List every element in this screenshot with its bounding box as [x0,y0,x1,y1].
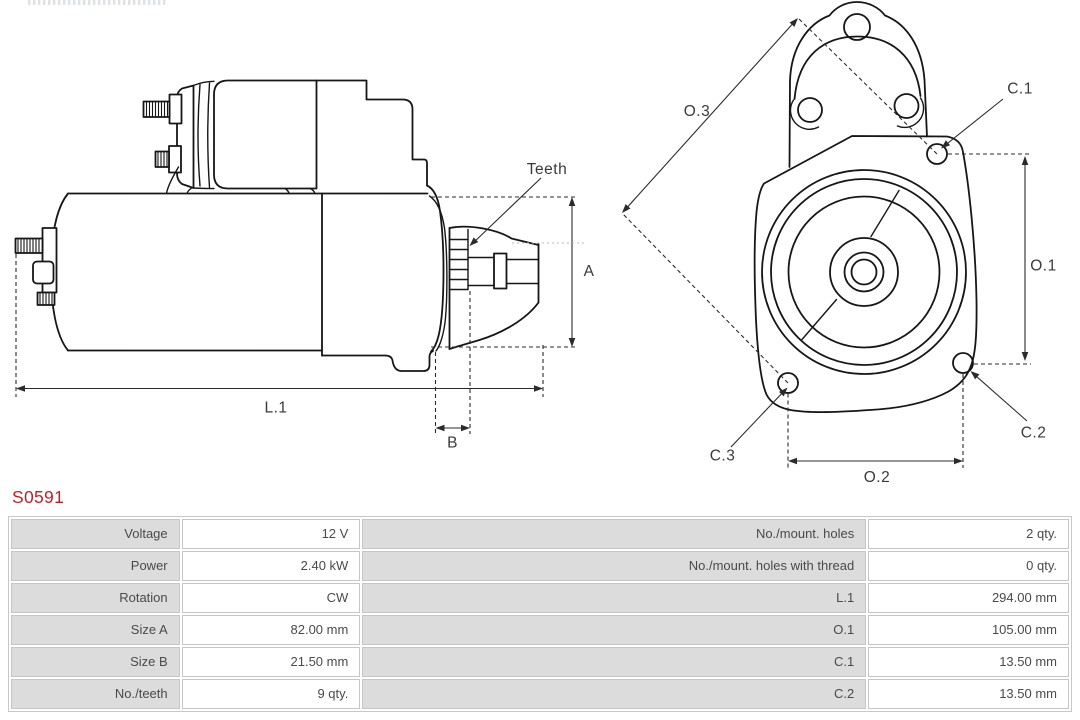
bearing-circle [845,253,884,292]
dim-label-o1: O.1 [1030,257,1057,275]
cone-top [450,227,539,245]
cone-bottom [450,303,539,350]
c1-arrowhead [939,140,950,151]
a-arrowhead-bottom [569,338,576,347]
spec-value-cell: 82.00 mm [182,615,361,645]
shaft-hole-circle [852,260,877,285]
spec-label-cell: Size B [11,647,180,677]
spec-row [11,551,1069,581]
spec-value-cell: 294.00 mm [868,583,1069,613]
part-number: S0591 [12,487,65,507]
l1-arrowhead-right [534,385,543,392]
bearing-boss-circle [830,238,898,306]
solenoid-lower-nut [169,146,181,173]
solenoid-collar-1 [198,85,200,187]
shaft-collar [494,254,507,289]
dim-label-o2: O.2 [863,469,891,486]
drive-housing-outline [317,81,428,186]
side-view-drawing [16,81,595,452]
crown-left-hole [798,98,822,122]
terminal-insulator [33,262,54,284]
spec-label-cell: Voltage [11,519,180,549]
l1-arrowhead-left [16,385,25,392]
spec-label-cell: O.1 [362,615,866,645]
pinion-teeth-lines [450,240,469,290]
spec-value-cell: 12 V [182,519,361,549]
spec-value-cell: 0 qty. [868,551,1069,581]
spec-row [11,519,1069,549]
dim-label-c1: C.1 [1007,80,1033,98]
a-arrowhead-top [569,197,576,206]
dim-label-a: A [583,263,595,280]
o2-arrowhead-right [954,458,963,465]
b-arrowhead-left [436,425,445,432]
c2-leader-line [972,373,1027,422]
crown-inner-arc [795,37,921,100]
housing-bottom-step [322,351,433,371]
spec-value-cell: 13.50 mm [868,679,1069,709]
solenoid-upper-stud [144,102,170,118]
spec-table [8,516,1072,712]
spec-value-cell: 2 qty. [868,519,1069,549]
solenoid-body [214,81,317,189]
spec-value-cell: 21.50 mm [182,647,361,677]
spec-row [11,679,1069,709]
crown-scallop-right [898,98,924,127]
dim-label-b: B [447,434,458,452]
c3-leader-line [731,389,786,447]
spec-label-cell: C.2 [362,679,866,709]
b-arrowhead-right [461,425,470,432]
spec-label-cell: No./mount. holes [362,519,866,549]
dim-label-teeth: Teeth [526,161,568,178]
spec-row [11,615,1069,645]
o2-arrowhead-left [788,458,797,465]
spec-row [11,583,1069,613]
spec-label-cell: Rotation [11,583,180,613]
dim-label-o3: O.3 [683,103,711,120]
spec-label-cell: L.1 [362,583,866,613]
flange-circle-outer [762,170,966,374]
spec-value-cell: 13.50 mm [868,647,1069,677]
solenoid-upper-nut [170,95,182,124]
c1-leader-line [943,99,1003,147]
spec-label-cell: Power [11,551,180,581]
o1-arrowhead-bottom [1022,352,1029,361]
solenoid-collar-top [194,81,215,85]
o3-extension-c3 [622,213,788,383]
spec-value-cell: 9 qty. [182,679,361,709]
teeth-leader-line [472,178,541,244]
mount-hole-c2 [953,353,973,373]
front-view-drawing [620,2,1057,486]
flange-circle-2 [771,179,957,365]
spec-label-cell: C.1 [362,647,866,677]
dim-label-c2: C.2 [1020,424,1047,442]
crown-scallop-left [790,100,818,129]
crown-outer-outline [790,2,928,167]
flange-circle-3 [789,197,940,348]
dim-label-l1: L.1 [264,399,288,417]
spec-value-cell: CW [182,583,361,613]
spec-value-cell: 105.00 mm [868,615,1069,645]
o3-extension-c1 [798,18,937,154]
spec-value-cell: 2.40 kW [182,551,361,581]
solenoid-collar-bottom [194,188,215,189]
solenoid-collar-2 [208,83,210,188]
dim-label-c3: C.3 [709,447,736,465]
spec-label-cell: Size A [11,615,180,645]
spec-label-cell: No./teeth [11,679,180,709]
bell-outer-edge [427,186,444,352]
spec-row [11,647,1069,677]
o1-arrowhead-top [1022,156,1029,165]
spec-label-cell: No./mount. holes with thread [362,551,866,581]
crown-right-hole [895,94,919,118]
